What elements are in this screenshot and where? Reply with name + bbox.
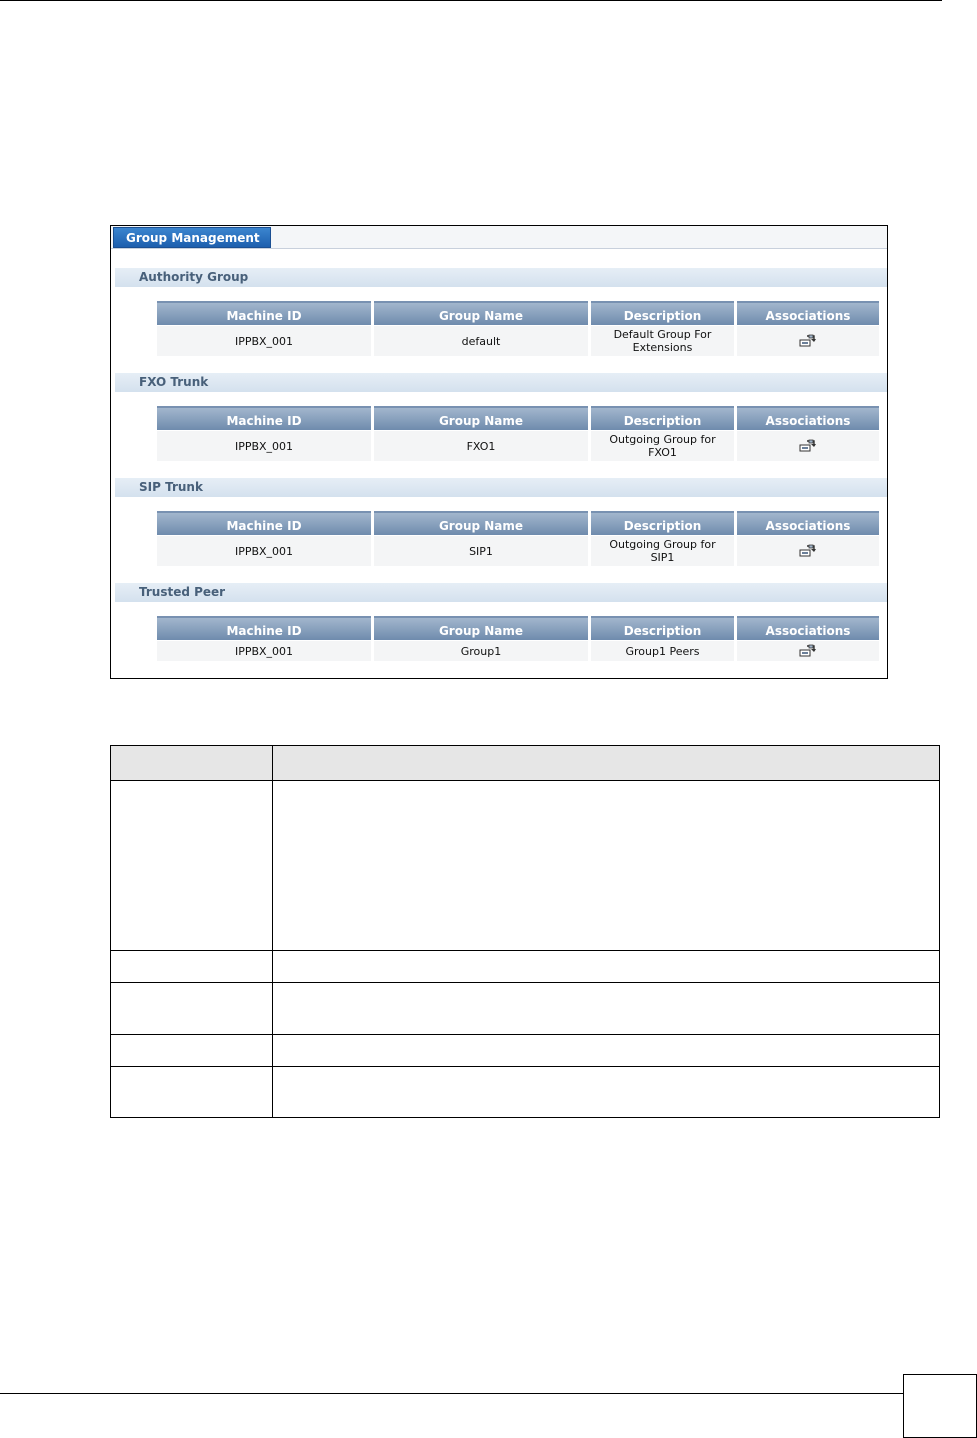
group-name-cell: Group1 [374, 641, 588, 661]
column-header-group-name: Group Name [374, 406, 588, 430]
tab-group-management[interactable]: Group Management [113, 227, 271, 248]
group-name-cell: default [374, 326, 588, 356]
associations-icon[interactable] [799, 334, 817, 348]
column-header-machine-id: Machine ID [157, 406, 371, 430]
associations-cell [737, 431, 879, 461]
table-header [157, 511, 879, 535]
footer-rule [0, 1393, 903, 1394]
column-header-description: Description [591, 406, 734, 430]
column-header-description: Description [591, 511, 734, 535]
top-rule [0, 0, 942, 1]
column-header-associations: Associations [737, 616, 879, 640]
tab-bar [111, 226, 887, 249]
column-header-description: Description [591, 301, 734, 325]
description-line-1: Default Group For [613, 328, 712, 341]
table-header [157, 406, 879, 430]
section-header-trusted-peer [115, 583, 887, 602]
column-header-associations: Associations [737, 511, 879, 535]
section-title: FXO Trunk [139, 375, 209, 389]
machine-id-cell: IPPBX_001 [157, 641, 371, 661]
group-name-cell: SIP1 [374, 536, 588, 566]
section-header-fxo-trunk [115, 373, 887, 392]
description-line-2: FXO1 [648, 446, 677, 459]
description-cell [591, 536, 734, 566]
section-header-authority-group [115, 268, 887, 287]
section-header-sip-trunk [115, 478, 887, 497]
description-cell: Group1 Peers [591, 641, 734, 661]
column-header-group-name: Group Name [374, 616, 588, 640]
description-table-header [111, 746, 939, 781]
description-cell [591, 326, 734, 356]
section-title: SIP Trunk [139, 480, 203, 494]
row-divider [111, 982, 939, 983]
description-line-2: Extensions [632, 341, 693, 354]
associations-icon[interactable] [799, 544, 817, 558]
row-divider [111, 950, 939, 951]
table-header [157, 616, 879, 640]
column-header-group-name: Group Name [374, 301, 588, 325]
table-row [157, 641, 879, 661]
group-name-cell: FXO1 [374, 431, 588, 461]
column-header-machine-id: Machine ID [157, 511, 371, 535]
row-divider [111, 1034, 939, 1035]
column-divider [272, 746, 273, 1117]
table-row [157, 431, 879, 461]
associations-icon[interactable] [799, 644, 817, 658]
section-title: Trusted Peer [139, 585, 226, 599]
associations-cell [737, 641, 879, 661]
description-line-1: Outgoing Group for [609, 433, 716, 446]
machine-id-cell: IPPBX_001 [157, 326, 371, 356]
table-header [157, 301, 879, 325]
field-description-table [110, 745, 940, 1118]
machine-id-cell: IPPBX_001 [157, 431, 371, 461]
machine-id-cell: IPPBX_001 [157, 536, 371, 566]
table-row [157, 326, 879, 356]
associations-cell [737, 326, 879, 356]
column-header-description: Description [591, 616, 734, 640]
row-divider [111, 1066, 939, 1067]
description-cell [591, 431, 734, 461]
description-line-2: SIP1 [650, 551, 675, 564]
column-header-associations: Associations [737, 301, 879, 325]
table-row [157, 536, 879, 566]
section-title: Authority Group [139, 270, 249, 284]
column-header-machine-id: Machine ID [157, 616, 371, 640]
associations-icon[interactable] [799, 439, 817, 453]
page-number-box [903, 1374, 977, 1438]
column-header-group-name: Group Name [374, 511, 588, 535]
associations-cell [737, 536, 879, 566]
column-header-associations: Associations [737, 406, 879, 430]
group-management-panel [110, 225, 888, 679]
description-line-1: Outgoing Group for [609, 538, 716, 551]
column-header-machine-id: Machine ID [157, 301, 371, 325]
